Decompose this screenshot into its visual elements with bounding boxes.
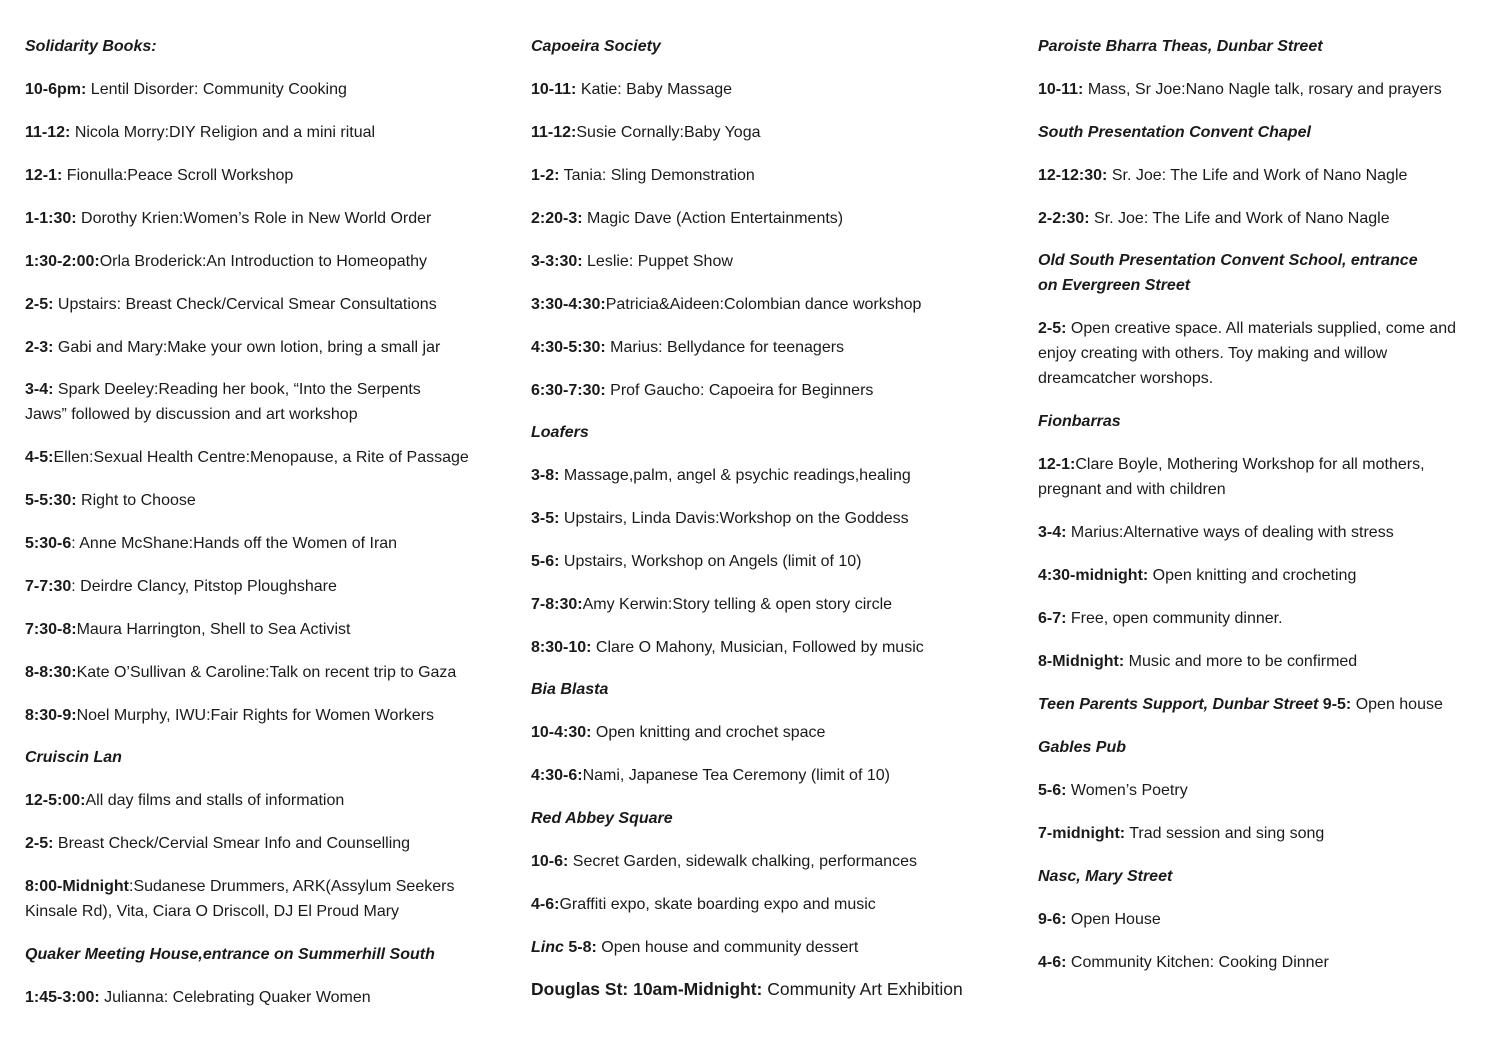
- item-text: Leslie: Puppet Show: [582, 253, 733, 270]
- item-text: Sr. Joe: The Life and Work of Nano Nagle: [1107, 167, 1408, 184]
- schedule-item: [531, 463, 991, 488]
- venue-heading: Old South Presentation Convent School, entrance on Evergreen Street: [1038, 252, 1418, 294]
- schedule-item: [531, 378, 991, 403]
- item-time: 4:30-6:: [531, 767, 583, 784]
- item-text: Gabi and Mary:Make your own lotion, bring a small jar: [53, 339, 441, 356]
- schedule-item: [1038, 520, 1478, 545]
- venue-heading: Loafers: [531, 424, 589, 441]
- schedule-item: [25, 660, 485, 685]
- item-text: Ellen:Sexual Health Centre:Menopause, a Rite of Passage: [53, 449, 469, 466]
- venue-heading: Quaker Meeting House,entrance on Summerhill South: [25, 946, 435, 963]
- item-time: 3-5:: [531, 510, 560, 527]
- item-text: Katie: Baby Massage: [576, 81, 733, 98]
- schedule-item: [531, 335, 991, 360]
- schedule-item: [531, 977, 991, 1002]
- item-time: 2:20-3:: [531, 210, 583, 227]
- item-text: Women’s Poetry: [1066, 782, 1188, 799]
- item-time: 1:30-2:00:: [25, 253, 100, 270]
- item-time: 6-7:: [1038, 610, 1067, 627]
- item-time: 8-8:30:: [25, 664, 77, 681]
- item-text: Right to Choose: [76, 492, 196, 509]
- venue-heading: Fionbarras: [1038, 413, 1121, 430]
- schedule-item: [1038, 821, 1478, 846]
- item-time: 1-1:30:: [25, 210, 77, 227]
- item-text: Sr. Joe: The Life and Work of Nano Nagle: [1089, 210, 1390, 227]
- schedule-item: [25, 574, 485, 599]
- schedule-item: [531, 849, 991, 874]
- item-text: Tania: Sling Demonstration: [559, 167, 755, 184]
- item-text: Mass, Sr Joe:Nano Nagle talk, rosary and prayers: [1083, 81, 1442, 98]
- item-time: 6:30-7:30:: [531, 382, 606, 399]
- item-time: 7-8:30:: [531, 596, 583, 613]
- item-time: 3-4:: [25, 381, 54, 398]
- item-text: Fionulla:Peace Scroll Workshop: [62, 167, 294, 184]
- item-time: 7-midnight:: [1038, 825, 1126, 842]
- schedule-item: [531, 77, 991, 102]
- item-text: Marius: Bellydance for teenagers: [605, 339, 845, 356]
- item-time: 12-12:30:: [1038, 167, 1108, 184]
- item-text: Open creative space. All materials supplied, come and enjoy creating with others. Toy making and willow dreamcatcher worshops.: [1038, 320, 1456, 387]
- schedule-item: [25, 874, 470, 924]
- schedule-item: [1038, 163, 1478, 188]
- item-text: Upstairs: Breast Check/Cervical Smear Consultations: [53, 296, 437, 313]
- item-time: 5-5:30:: [25, 492, 77, 509]
- item-time: 10-11:: [531, 81, 577, 98]
- item-text: Open House: [1066, 911, 1161, 928]
- item-time: 2-5:: [1038, 320, 1067, 337]
- item-text: Lentil Disorder: Community Cooking: [86, 81, 347, 98]
- schedule-item: [25, 488, 485, 513]
- item-text: Music and more to be confirmed: [1124, 653, 1358, 670]
- item-text: Community Art Exhibition: [762, 979, 963, 999]
- item-time: 4-6:: [1038, 954, 1067, 971]
- item-venue: Linc: [531, 939, 564, 956]
- schedule-item: [531, 592, 991, 617]
- venue-heading: Paroiste Bharra Theas, Dunbar Street: [1038, 38, 1323, 55]
- schedule-item: [25, 531, 485, 556]
- item-text: Free, open community dinner.: [1066, 610, 1283, 627]
- schedule-item: [25, 163, 485, 188]
- schedule-item: [25, 249, 485, 274]
- item-text: Clare Boyle, Mothering Workshop for all mothers, pregnant and with children: [1038, 456, 1425, 498]
- schedule-item: [531, 549, 991, 574]
- schedule-item: [1038, 950, 1478, 975]
- schedule-item: [1038, 606, 1478, 631]
- item-time: 2-3:: [25, 339, 54, 356]
- item-time: 10-4:30:: [531, 724, 592, 741]
- item-time: 3-3:30:: [531, 253, 583, 270]
- item-time: 3:30-4:30:: [531, 296, 606, 313]
- item-time: 8:00-Midnight: [25, 878, 129, 895]
- schedule-item: [1038, 206, 1478, 231]
- item-time: 4:30-5:30:: [531, 339, 606, 356]
- item-time: 2-5:: [25, 835, 54, 852]
- item-text: : Anne McShane:Hands off the Women of Iran: [71, 535, 398, 552]
- item-time: 11-12:: [531, 124, 577, 141]
- item-time: 1-2:: [531, 167, 560, 184]
- schedule-item: [531, 249, 991, 274]
- item-text: Trad session and sing song: [1125, 825, 1325, 842]
- venue-heading: Red Abbey Square: [531, 810, 673, 827]
- item-time: 12-5:00:: [25, 792, 86, 809]
- item-text: All day films and stalls of information: [85, 792, 345, 809]
- item-text: Spark Deeley:Reading her book, “Into the Serpents Jaws” followed by discussion and art workshop: [25, 381, 421, 423]
- item-text: Upstairs, Workshop on Angels (limit of 10): [559, 553, 862, 570]
- schedule-item: [25, 445, 485, 470]
- item-text: Noel Murphy, IWU:Fair Rights for Women Workers: [76, 707, 434, 724]
- item-text: Julianna: Celebrating Quaker Women: [99, 989, 371, 1006]
- item-text: Magic Dave (Action Entertainments): [582, 210, 844, 227]
- schedule-item: [25, 206, 485, 231]
- item-time: 3-8:: [531, 467, 560, 484]
- schedule-item: [531, 292, 991, 317]
- schedule-item: [25, 335, 485, 360]
- item-time: Douglas St: 10am-Midnight:: [531, 979, 763, 999]
- item-time: 12-1:: [25, 167, 63, 184]
- schedule-item: [25, 788, 485, 813]
- venue-heading: Nasc, Mary Street: [1038, 868, 1173, 885]
- item-time: 5:30-6: [25, 535, 72, 552]
- item-text: Marius:Alternative ways of dealing with stress: [1066, 524, 1394, 541]
- schedule-item: [531, 935, 991, 960]
- schedule-item: [531, 506, 991, 531]
- schedule-item: [531, 763, 991, 788]
- item-time: 9-5:: [1318, 696, 1352, 713]
- schedule-item: [1038, 907, 1478, 932]
- item-time: 5-6:: [531, 553, 560, 570]
- item-time: 2-5:: [25, 296, 54, 313]
- item-text: Nicola Morry:DIY Religion and a mini ritual: [70, 124, 376, 141]
- item-time: 1:45-3:00:: [25, 989, 100, 1006]
- schedule-item: [25, 77, 485, 102]
- venue-heading: Solidarity Books:: [25, 38, 157, 55]
- schedule-item: [531, 720, 991, 745]
- schedule-item: [25, 377, 455, 427]
- item-text: Orla Broderick:An Introduction to Homeopathy: [99, 253, 427, 270]
- item-text: Kate O’Sullivan & Caroline:Talk on recent trip to Gaza: [76, 664, 457, 681]
- schedule-item: [25, 831, 485, 856]
- item-time: 9-6:: [1038, 911, 1067, 928]
- item-text: Susie Cornally:Baby Yoga: [576, 124, 761, 141]
- schedule-item: [531, 163, 991, 188]
- item-time: 11-12:: [25, 124, 71, 141]
- item-text: Prof Gaucho: Capoeira for Beginners: [605, 382, 874, 399]
- schedule-item: [531, 206, 991, 231]
- item-time: 10-6pm:: [25, 81, 87, 98]
- schedule-item: [25, 617, 485, 642]
- item-text: Upstairs, Linda Davis:Workshop on the Goddess: [559, 510, 909, 527]
- schedule-item: [1038, 77, 1478, 102]
- venue-heading: Cruiscin Lan: [25, 749, 122, 766]
- venue-heading: South Presentation Convent Chapel: [1038, 124, 1311, 141]
- item-time: 8:30-9:: [25, 707, 77, 724]
- item-time: 4:30-midnight:: [1038, 567, 1149, 584]
- item-time: 7:30-8:: [25, 621, 77, 638]
- item-time: 2-2:30:: [1038, 210, 1090, 227]
- venue-heading: Capoeira Society: [531, 38, 661, 55]
- item-text: Secret Garden, sidewalk chalking, performances: [568, 853, 917, 870]
- item-text: :Sudanese Drummers, ARK(Assylum Seekers Kinsale Rd), Vita, Ciara O Driscoll, DJ El Proud Mary: [25, 878, 455, 920]
- schedule-item: [25, 703, 485, 728]
- item-time: 4-6:: [531, 896, 560, 913]
- item-text: Graffiti expo, skate boarding expo and music: [559, 896, 876, 913]
- item-time: 5-8:: [563, 939, 597, 956]
- schedule-item: [25, 985, 485, 1010]
- item-time: 3-4:: [1038, 524, 1067, 541]
- schedule-item: [25, 120, 485, 145]
- schedule-item: [1038, 649, 1478, 674]
- item-text: Clare O Mahony, Musician, Followed by music: [591, 639, 924, 656]
- item-text: : Deirdre Clancy, Pitstop Ploughshare: [71, 578, 337, 595]
- schedule-item: [25, 292, 485, 317]
- item-time: 8:30-10:: [531, 639, 592, 656]
- item-text: Open knitting and crochet space: [591, 724, 826, 741]
- schedule-item: [1038, 778, 1478, 803]
- item-text: Nami, Japanese Tea Ceremony (limit of 10): [582, 767, 890, 784]
- item-text: Maura Harrington, Shell to Sea Activist: [76, 621, 351, 638]
- item-text: Dorothy Krien:Women’s Role in New World Order: [76, 210, 432, 227]
- item-time: 10-11:: [1038, 81, 1084, 98]
- item-text: Community Kitchen: Cooking Dinner: [1066, 954, 1329, 971]
- item-time: 10-6:: [531, 853, 569, 870]
- schedule-item: [1038, 316, 1478, 391]
- item-text: Open knitting and crocheting: [1148, 567, 1357, 584]
- item-text: Open house and community dessert: [596, 939, 859, 956]
- schedule-item: [531, 120, 991, 145]
- item-text: Amy Kerwin:Story telling & open story circle: [582, 596, 893, 613]
- item-text: Breast Check/Cervial Smear Info and Counselling: [53, 835, 411, 852]
- venue-heading: Bia Blasta: [531, 681, 609, 698]
- item-text: Massage,palm, angel & psychic readings,healing: [559, 467, 911, 484]
- schedule-item: [1038, 452, 1448, 502]
- schedule-item: [1038, 563, 1478, 588]
- item-time: 12-1:: [1038, 456, 1076, 473]
- item-time: 8-Midnight:: [1038, 653, 1125, 670]
- item-venue: Teen Parents Support, Dunbar Street: [1038, 696, 1319, 713]
- item-time: 5-6:: [1038, 782, 1067, 799]
- item-text: Patricia&Aideen:Colombian dance workshop: [605, 296, 922, 313]
- item-text: Open house: [1351, 696, 1443, 713]
- item-time: 4-5:: [25, 449, 54, 466]
- schedule-item: [531, 892, 991, 917]
- schedule-item: [1038, 692, 1478, 717]
- item-time: 7-7:30: [25, 578, 72, 595]
- venue-heading: Gables Pub: [1038, 739, 1127, 756]
- schedule-item: [531, 635, 991, 660]
